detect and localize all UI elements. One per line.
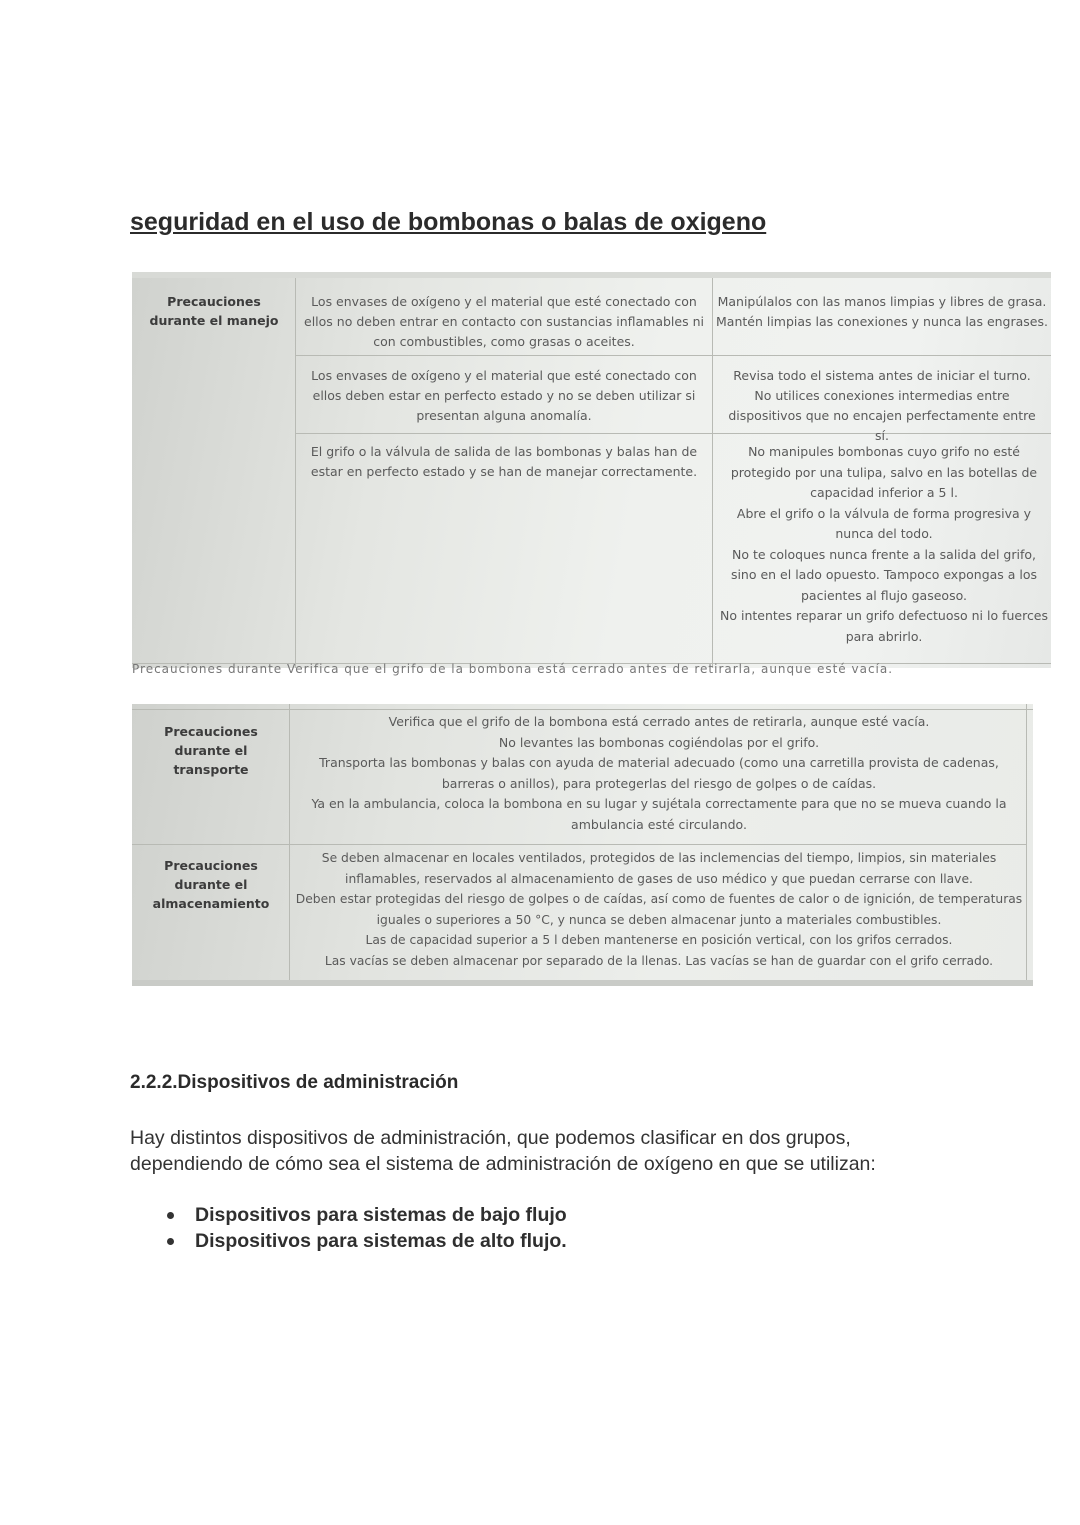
table-cell-actions [724, 366, 1040, 446]
action-line: No te coloques nunca frente a la salida del grifo, sino en el lado opuesto. Tampoco expongas a los pacientes al flujo gaseoso. [730, 546, 1038, 603]
document-title: seguridad en el uso de bombonas o balas de oxigeno [130, 208, 767, 236]
action-line: No manipules bombonas cuyo grifo no esté protegido por una tulipa, salvo en las botellas de capacidad inferior a 5 l. [730, 444, 1038, 500]
table-cell-condition: Los envases de oxígeno y el material que esté conectado con ellos no deben entrar en contacto con sustancias inflamables ni con combustibles, como grasas o aceites. [304, 294, 704, 349]
bullet-icon [167, 1212, 174, 1219]
table-divider [132, 709, 1033, 710]
table-cell-actions [720, 442, 1048, 647]
table-divider [1026, 704, 1027, 980]
table-cell-transporte [292, 712, 1026, 835]
row-header-transporte: Precauciones durante el transporte [164, 724, 258, 777]
bullet-icon [167, 1238, 174, 1245]
table-divider [289, 704, 290, 980]
section-intro: Hay distintos dispositivos de administración, que podemos clasificar en dos grupos, dependiendo de cómo sea el sistema de administración de oxígeno en que se utilizan: [130, 1127, 876, 1175]
action-line: Manipúlalos con las manos limpias y libres de grasa. [717, 294, 1047, 309]
table-photo-manejo [132, 272, 1051, 676]
list-item [130, 1228, 567, 1254]
table-cell-almacenamiento [292, 848, 1026, 971]
list-item [130, 1202, 567, 1228]
table-photo-transporte-almacenamiento [132, 704, 1033, 986]
transport-line: Transporta las bombonas y balas con ayuda de material adecuado (como una carretilla provista de cadenas, barreras o anillos), para protegerlas del riesgo de golpes o de caídas. [319, 755, 999, 791]
transport-line: Ya en la ambulancia, coloca la bombona en su lugar y sujétala correctamente para que no se mueva cuando la ambulancia esté circulando. [311, 796, 1007, 832]
table-cell-condition: Los envases de oxígeno y el material que esté conectado con ellos deben estar en perfecto estado y no se deben utilizar si presentan alguna anomalía. [311, 368, 697, 423]
action-line: Revisa todo el sistema antes de iniciar el turno. [733, 368, 1031, 383]
list-item-text: Dispositivos para sistemas de bajo flujo [195, 1204, 567, 1226]
storage-line: Las de capacidad superior a 5 l deben mantenerse en posición vertical, con los grifos cerrados. [365, 933, 953, 947]
table-cell-condition: El grifo o la válvula de salida de las bombonas y balas han de estar en perfecto estado y se han de manejar correctamente. [310, 444, 698, 479]
section-heading: 2.2.2.Dispositivos de administración [130, 1072, 459, 1093]
row-header-manejo: Precauciones durante el manejo [149, 294, 279, 328]
action-line: No intentes reparar un grifo defectuoso ni lo fuerces para abrirlo. [720, 608, 1049, 644]
action-line: No utilices conexiones intermedias entre dispositivos que no encajen perfectamente entre sí. [728, 388, 1036, 443]
cutoff-row-text: Precauciones durante Verifica que el grifo de la bombona está cerrado antes de retirarla, aunque esté vacía. [132, 662, 894, 676]
transport-line: Verifica que el grifo de la bombona está cerrado antes de retirarla, aunque esté vacía. [388, 714, 930, 729]
table-divider [295, 355, 1051, 356]
table-divider [712, 278, 713, 668]
list-item-text: Dispositivos para sistemas de alto flujo. [195, 1230, 567, 1252]
table-divider [132, 844, 1027, 845]
table-cell-actions [716, 292, 1048, 332]
action-line: Mantén limpias las conexiones y nunca las engrases. [716, 314, 1048, 329]
storage-line: Las vacías se deben almacenar por separado de la llenas. Las vacías se han de guardar con el grifo cerrado. [324, 953, 994, 968]
table-divider [295, 278, 296, 668]
device-list [130, 1202, 567, 1254]
transport-line: No levantes las bombonas cogiéndolas por el grifo. [498, 734, 820, 750]
storage-line: Se deben almacenar en locales ventilados, protegidos de las inclemencias del tiempo, limpios, sin materiales inflamables, reservados al almacenamiento de gases de uso médico y que puedan cerrarse con llave. [321, 851, 997, 886]
storage-line: Deben estar protegidas del riesgo de golpes o de caídas, así como de fuentes de calor o de ignición, de temperaturas iguales o superiores a 50 °C, y nunca se deben almacenar junto a materiales combustibles. [295, 892, 1023, 927]
action-line: Abre el grifo o la válvula de forma progresiva y nunca del todo. [736, 505, 1032, 541]
row-header-almacenamiento: Precauciones durante el almacenamiento [152, 858, 270, 911]
